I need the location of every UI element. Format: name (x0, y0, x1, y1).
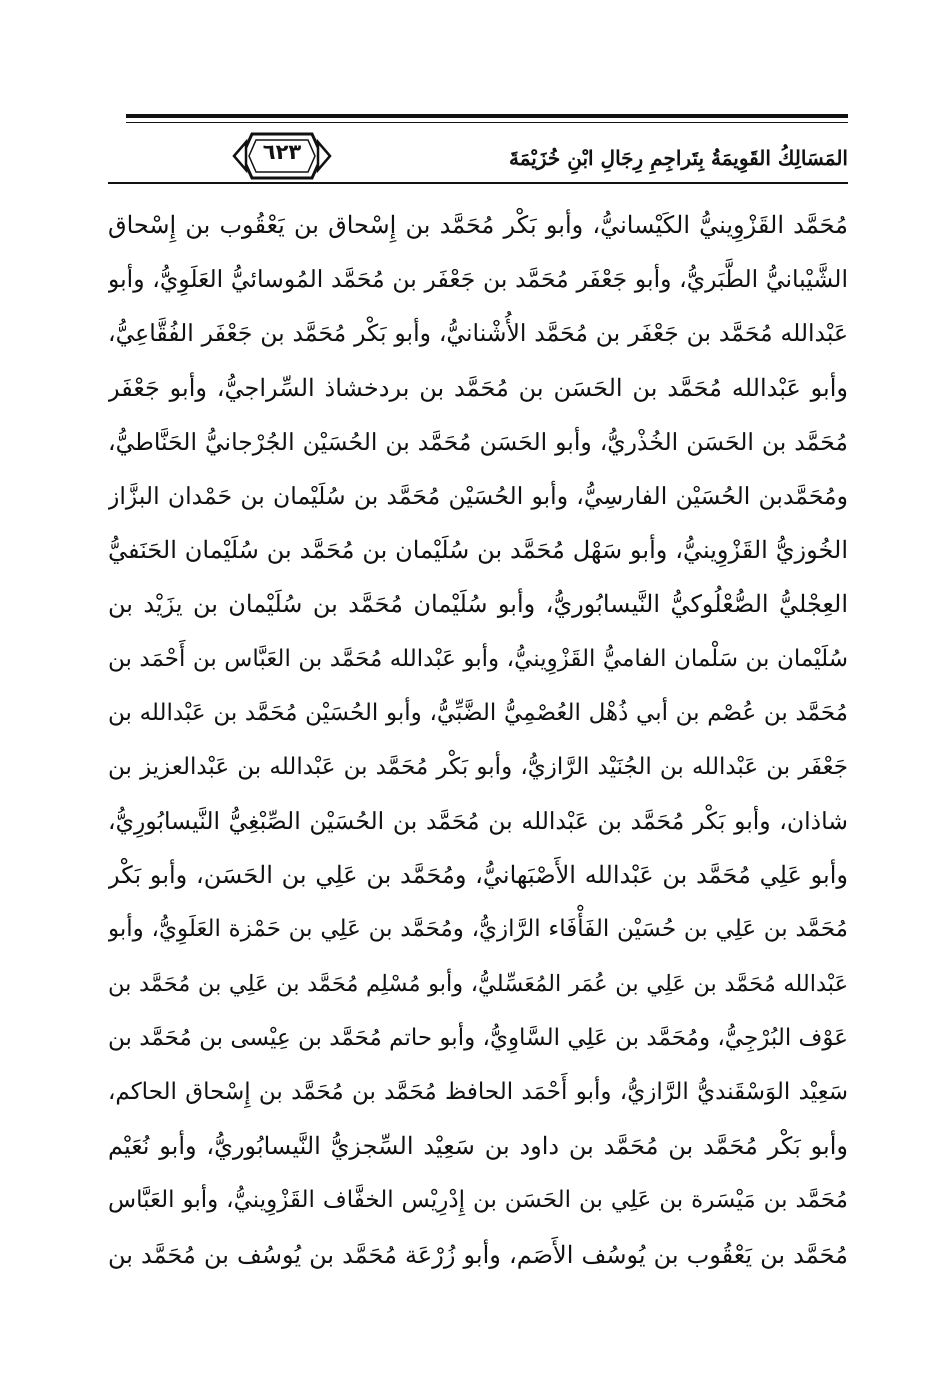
page-header (108, 108, 848, 188)
page-number: ٦٢٣ (262, 140, 302, 164)
text-line: عَبْدالله مُحَمَّد بن عَلِي بن عُمَر المُعَسِّليُّ، وأبو مُسْلِم مُحَمَّد بن عَلِي بن مُحَمَّد بن (108, 970, 848, 997)
text-line: مُحَمَّد بن يَعْقُوب بن يُوسُف الأَصَم، وأبو زُرْعَة مُحَمَّد بن يُوسُف بن مُحَمَّد بن (108, 1240, 848, 1269)
text-line: سُلَيْمان بن سَلْمان الفاميُّ القَزْوِينيُّ، وأبو عَبْدالله مُحَمَّد بن العَبَّاس بن أَحْمَد بن (108, 645, 848, 672)
text-line: جَعْفَر بن عَبْدالله بن الجُنَيْد الرَّازيُّ، وأبو بَكْر مُحَمَّد بن عَبْدالله بن عَبْدالعزيز بن (108, 753, 848, 780)
text-line: عَوْف البُرْجِيُّ، ومُحَمَّد بن عَلِي السَّاوِيُّ، وأبو حاتم مُحَمَّد بن عِيْسى بن مُحَمَّد بن (108, 1024, 848, 1051)
text-line: مُحَمَّد بن عُصْم بن أبي ذُهْل العُصْمِيُّ الضَّبِّيُّ، وأبو الحُسَيْن مُحَمَّد بن عَبْدالله بن (108, 699, 848, 726)
text-line: عَبْدالله مُحَمَّد بن جَعْفَر بن مُحَمَّد الأُشْنانيُّ، وأبو بَكْر مُحَمَّد بن جَعْفَر الفُقَّاعِيُّ، (108, 319, 848, 348)
text-line: مُحَمَّد بن عَلِي بن حُسَيْن الفَأْفَاء الرَّازيُّ، ومُحَمَّد بن عَلِي بن حَمْزة العَلَوِيُّ، وأبو (108, 916, 848, 943)
text-line: وأبو بَكْر مُحَمَّد بن مُحَمَّد بن داود بن سَعِيْد السِّجزيُّ النَّيسابُوريُّ، وأبو نُعَيْم (108, 1132, 848, 1161)
page-number-ornament (230, 128, 334, 184)
text-line: وأبو عَبْدالله مُحَمَّد بن الحَسَن بن مُحَمَّد بن بردخشاذ السِّراجيُّ، وأبو جَعْفَر (108, 373, 848, 402)
text-line: مُحَمَّد القَزْوِينيُّ الكَيْسانيُّ، وأبو بَكْر مُحَمَّد بن إِسْحاق بن يَعْقُوب بن إِسْحاق (108, 211, 848, 239)
text-line: العِجْليُّ الصُّعْلُوكيُّ النَّيسابُوريُّ، وأبو سُلَيْمان مُحَمَّد بن سُلَيْمان بن يزَيْد بن (108, 590, 848, 619)
text-line: شاذان، وأبو بَكْر مُحَمَّد بن عَبْدالله بن مُحَمَّد بن الحُسَيْن الصِّبْغِيُّ النَّيسابُورِيُّ، (108, 807, 848, 836)
text-line: مُحَمَّد بن الحَسَن الخُذْريُّ، وأبو الحَسَن مُحَمَّد بن الحُسَيْن الجُرْجانيُّ الحَنَّاطيُّ، (108, 427, 848, 456)
header-rule-thick (126, 114, 848, 118)
body-text (108, 198, 848, 1282)
text-line: مُحَمَّد بن مَيْسَرة بن عَلِي بن الحَسَن بن إِدْرِيْس الخفَّاف القَزْوِينيُّ، وأبو العَبَّاس (108, 1187, 848, 1214)
running-title: المَسَالِكُ القَوِيمَةُ بِتَراجِمِ رِجَالِ ابْنِ خُزَيْمَةَ (509, 146, 848, 170)
text-line: ومُحَمَّدبن الحُسَيْن الفارسِيُّ، وأبو الحُسَيْن مُحَمَّد بن سُلَيْمان بن حَمْدان البزَّاز (108, 481, 848, 510)
text-line: الشَّيْبانيُّ الطَّبَريُّ، وأبو جَعْفَر مُحَمَّد بن جَعْفَر بن مُحَمَّد المُوسائيُّ العَلَوِيُّ، وأبو (108, 265, 848, 294)
header-rule-thin (126, 122, 848, 123)
text-line: سَعِيْد الوَسْقَنديُّ الرَّازيُّ، وأبو أَحْمَد الحافظ مُحَمَّد بن مُحَمَّد بن إِسْحاق الحاكم، (108, 1079, 848, 1105)
text-line: وأبو عَلِي مُحَمَّد بن عَبْدالله الأَصْبَهانيُّ، ومُحَمَّد بن عَلِي بن الحَسَن، وأبو بَكْر (108, 861, 848, 890)
header-rule-bottom (108, 182, 848, 184)
text-line: الخُوزيُّ القَزْوِينيُّ، وأبو سَهْل مُحَمَّد بن سُلَيْمان بن مُحَمَّد بن سُلَيْمان الحَنَفيُّ (108, 536, 848, 565)
